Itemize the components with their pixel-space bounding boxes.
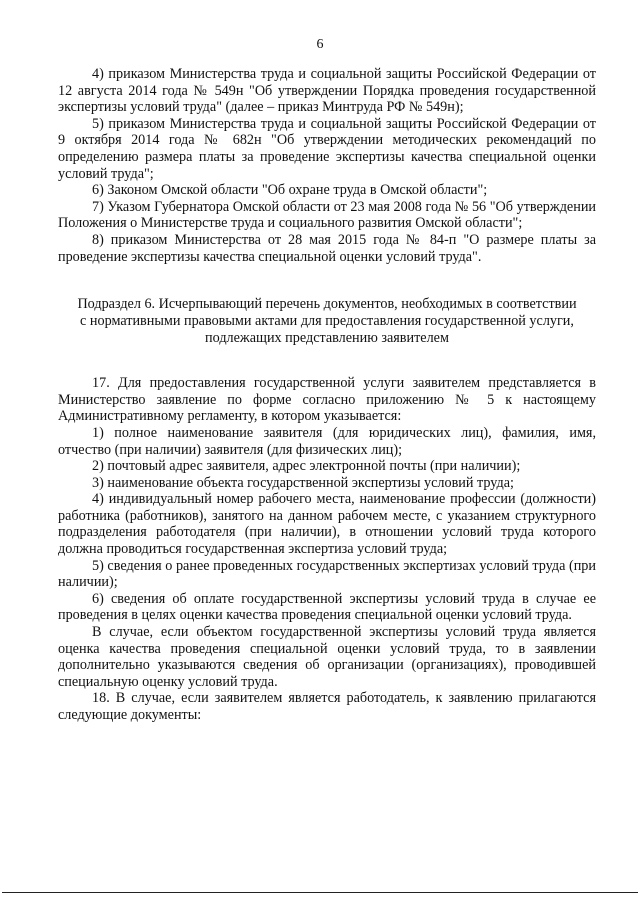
- paragraph-17: 17. Для предоставления государственной услуги заявителем представляется в Министерство заявление по форме согласно приложению № 5 к настоящему Административному регламенту, в котором указывается:: [58, 375, 596, 425]
- page-number: 6: [316, 37, 324, 52]
- section-title-line-2: с нормативными правовыми актами для предоставления государственной услуги,: [80, 313, 574, 330]
- paragraph-18: 18. В случае, если заявителем является работодатель, к заявлению прилагаются следующие документы:: [58, 690, 596, 723]
- paragraph-17-item-6: 6) сведения об оплате государственной экспертизы условий труда в случае ее проведения в целях оценки качества проведения специальной оценки условий труда.: [58, 590, 596, 624]
- paragraph-item-5: 5) приказом Министерства труда и социальной защиты Российской Федерации от 9 октября 2014 года № 682н "Об утверждении методических рекомендаций по определению размера платы за проведение экспертизы качества специальной оценки условий труда";: [58, 115, 596, 182]
- paragraph-item-6: 6) Законом Омской области "Об охране труда в Омской области";: [92, 182, 488, 199]
- paragraph-17-item-5: 5) сведения о ранее проведенных государственных экспертизах условий труда (при наличии);: [58, 557, 596, 591]
- bottom-rule: [2, 892, 638, 893]
- paragraph-17-item-3: 3) наименование объекта государственной экспертизы условий труда;: [92, 474, 514, 491]
- paragraph-17-item-4: 4) индивидуальный номер рабочего места, наименование профессии (должности) работника (работников), занятого на данном рабочем месте, с указанием структурного подразделения работодателя (при наличии), в отношении условий труда которого должна проводиться государственная экспертиза условий труда;: [58, 491, 596, 558]
- section-title: [58, 296, 596, 347]
- paragraph-17-note: В случае, если объектом государственной экспертизы условий труда является оценка качества проведения специальной оценки условий труда, то в заявлении дополнительно указываются сведения об организации (организациях), проводившей специальную оценку условий труда.: [58, 624, 596, 690]
- paragraph-17-item-1: 1) полное наименование заявителя (для юридических лиц), фамилия, имя, отчество (при наличии) заявителя (для физических лиц);: [58, 424, 596, 458]
- paragraph-item-4: 4) приказом Министерства труда и социальной защиты Российской Федерации от 12 августа 2014 года № 549н "Об утверждении Порядка проведения государственной экспертизы условий труда" (далее – приказ Минтруда РФ № 549н);: [58, 66, 596, 116]
- section-title-line-1: Подраздел 6. Исчерпывающий перечень документов, необходимых в соответствии: [77, 296, 577, 313]
- paragraph-item-8: 8) приказом Министерства от 28 мая 2015 года № 84-п "О размере платы за проведение экспертизы качества специальной оценки условий труда".: [58, 231, 596, 265]
- paragraph-17-item-2: 2) почтовый адрес заявителя, адрес электронной почты (при наличии);: [92, 458, 521, 475]
- document-body: [58, 66, 596, 724]
- section-title-line-3: подлежащих представлению заявителем: [205, 330, 449, 347]
- paragraph-item-7: 7) Указом Губернатора Омской области от 23 мая 2008 года № 56 "Об утверждении Положения о Министерстве труда и социального развития Омской области";: [58, 198, 596, 232]
